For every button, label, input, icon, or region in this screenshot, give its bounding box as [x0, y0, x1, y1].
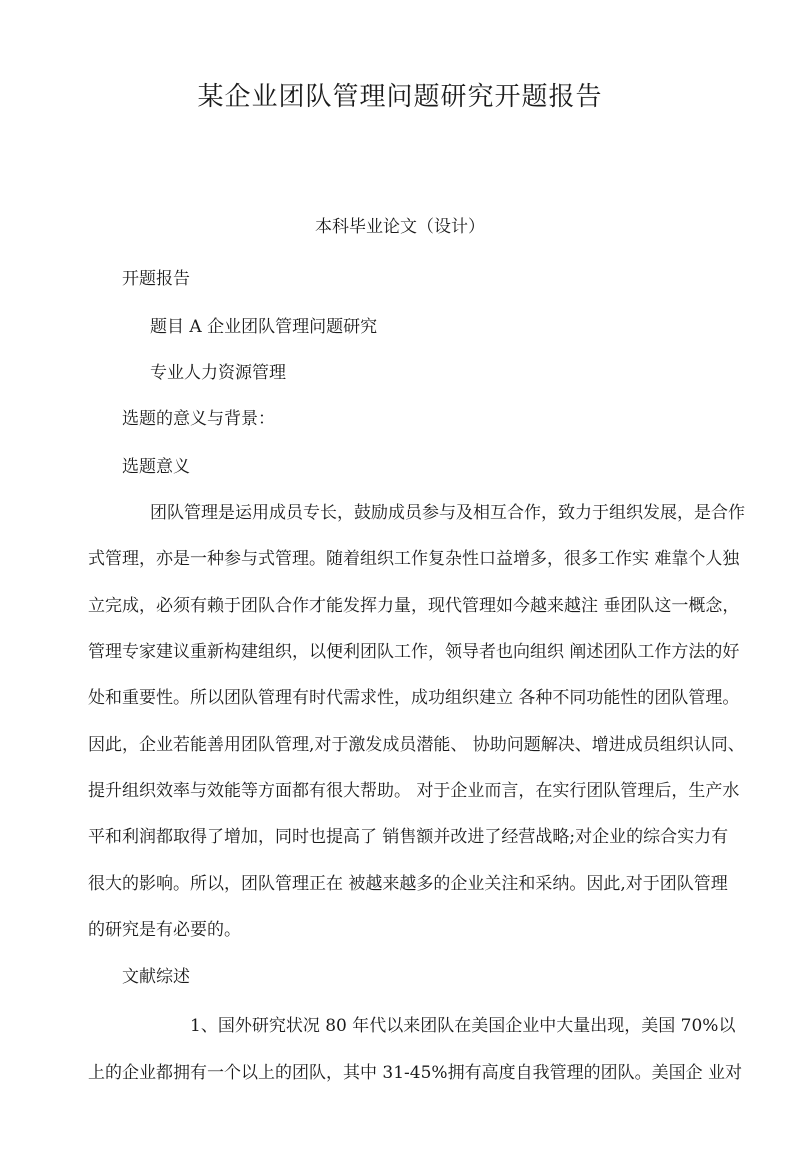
- paragraph-line: 团队管理是运用成员专长，鼓励成员参与及相互合作，致力于组织发展，是合作: [150, 503, 745, 523]
- section-heading-literature: 文献综述: [122, 967, 190, 987]
- topic-line: 题目 A 企业团队管理问题研究: [150, 317, 378, 337]
- paragraph-line: 平和利润都取得了增加，同时也提高了 销售额并改进了经营战略;对企业的综合实力有: [88, 827, 729, 847]
- document-title: 某企业团队管理问题研究开题报告: [197, 82, 603, 112]
- paragraph-line: 立完成，必须有赖于团队合作才能发挥力量，现代管理如今越来越注 垂团队这一概念，: [88, 596, 740, 616]
- paragraph-line: 提升组织效率与效能等方面都有很大帮助。 对于企业而言，在实行团队管理后，生产水: [88, 781, 740, 801]
- paragraph-line: 的研究是有必要的。: [88, 920, 241, 940]
- section-heading-significance: 选题意义: [122, 457, 190, 477]
- major-line: 专业人力资源管理: [150, 363, 286, 383]
- paragraph-line: 很大的影响。所以，团队管理正在 被越来越多的企业关注和采纳。因此,对于团队管理: [88, 874, 728, 894]
- section-heading-background: 选题的意义与背景：: [122, 409, 275, 429]
- paragraph-line: 管理专家建议重新构建组织，以便利团队工作，领导者也向组织 阐述团队工作方法的好: [88, 642, 740, 662]
- report-label: 开题报告: [122, 269, 190, 289]
- paragraph-line: 式管理，亦是一种参与式管理。随着组织工作复杂性口益增多，很多工作实 难靠个人独: [88, 549, 740, 569]
- paragraph-line: 处和重要性。所以团队管理有时代需求性，成功组织建立 各种不同功能性的团队管理。: [88, 688, 740, 708]
- paragraph-line: 上的企业都拥有一个以上的团队，其中 31-45%拥有高度自我管理的团队。美国企 业对: [88, 1063, 742, 1083]
- paragraph-line: 1、国外研究状况 80 年代以来团队在美国企业中大量出现，美国 70%以: [190, 1016, 736, 1036]
- document-subtitle: 本科毕业论文（设计）: [315, 217, 485, 237]
- paragraph-line: 因此，企业若能善用团队管理,对于激发成员潜能、 协助问题解决、增进成员组织认同、: [88, 735, 745, 755]
